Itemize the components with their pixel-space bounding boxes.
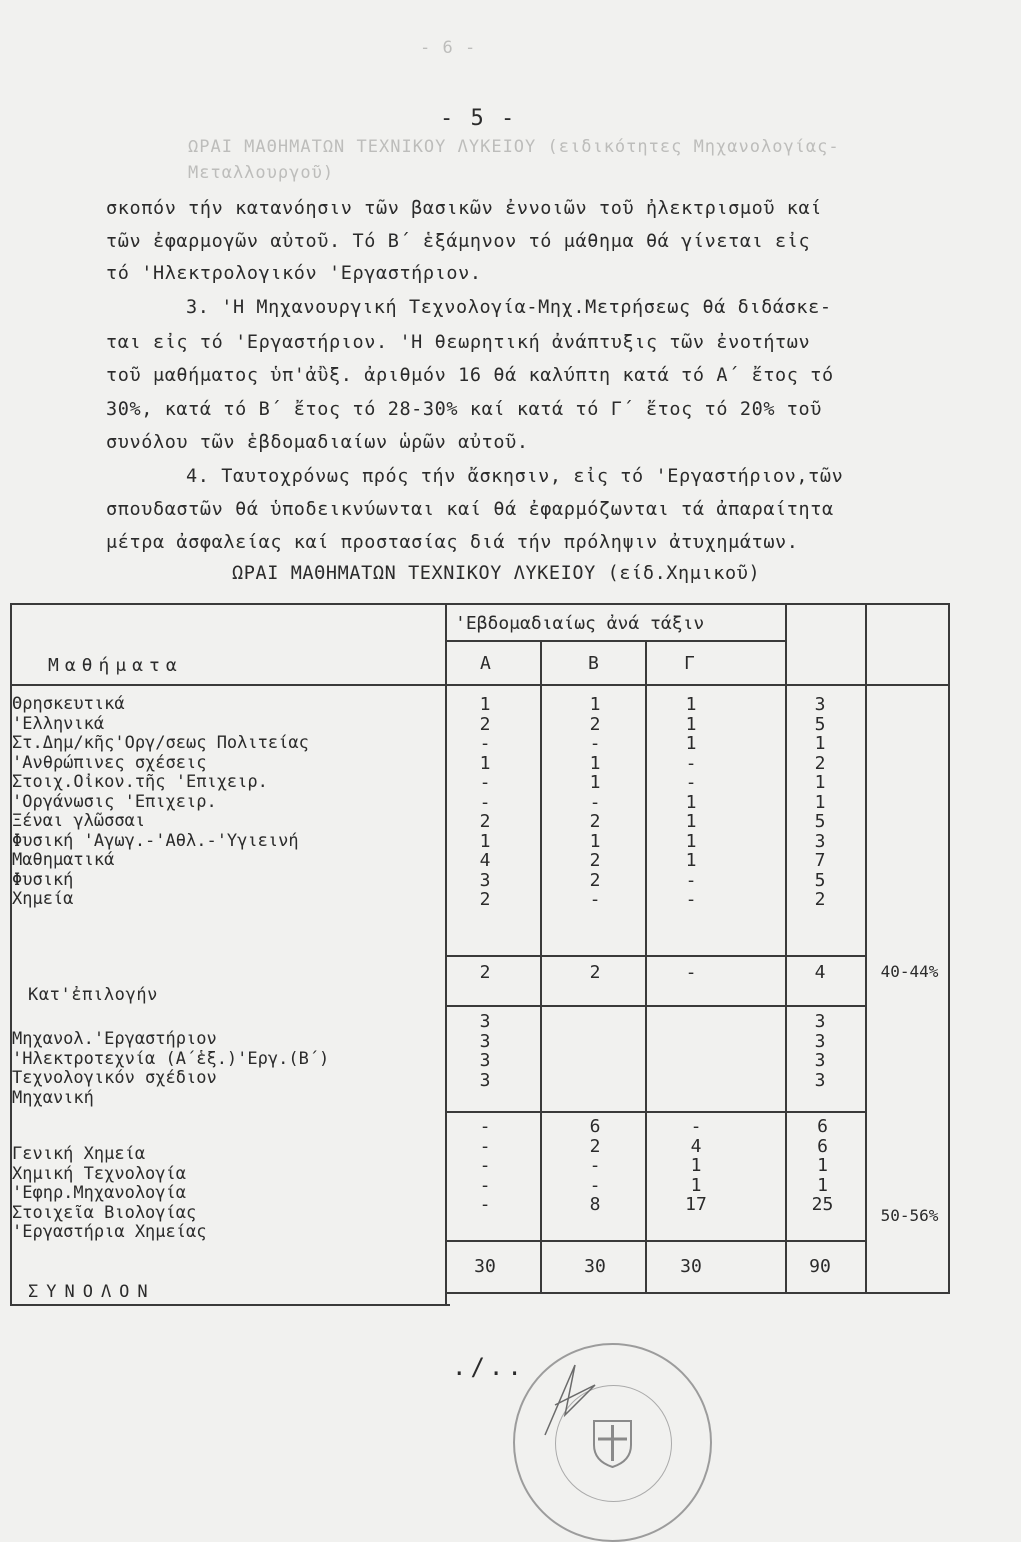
hours-cell: 6 xyxy=(817,1116,828,1137)
hours-cell: 8 xyxy=(589,1194,601,1215)
hours-cell: 6 xyxy=(817,1135,828,1157)
hours-cell: 1 xyxy=(685,733,697,754)
hours-cell: 1 xyxy=(479,830,491,852)
section2-subjects xyxy=(12,1030,442,1108)
continuation-mark: ./.. xyxy=(452,1353,526,1381)
hours-cell: - xyxy=(479,791,491,813)
subject-name: 'Εφηρ.Μηχανολογία xyxy=(12,1183,186,1203)
hours-cell: 1 xyxy=(685,850,697,871)
section1-divider xyxy=(445,955,865,957)
hours-cell: 1 xyxy=(589,830,601,852)
hours-cell: - xyxy=(685,752,697,774)
hours-cell: 5 xyxy=(814,869,826,891)
page-number: - 5 - xyxy=(440,106,517,131)
elective-label: Κατ'ἐπιλογήν xyxy=(28,985,159,1005)
hours-cell: 1 xyxy=(685,791,697,813)
table-right-border xyxy=(948,603,950,1292)
subject-name: Στοιχεῖα Βιολογίας xyxy=(12,1202,197,1223)
hours-cell: 4 xyxy=(479,850,491,871)
specialization-percent: 50-56% xyxy=(880,1206,939,1225)
subject-name: Θρησκευτικά xyxy=(12,694,125,714)
hours-cell: 3 xyxy=(814,1011,826,1032)
hours-cell: 1 xyxy=(814,772,826,793)
section2-class-a-values xyxy=(470,1012,500,1090)
hours-cell: 2 xyxy=(479,713,491,735)
table-top-border xyxy=(10,603,950,605)
hours-cell: 3 xyxy=(479,1030,491,1052)
subject-name: Στ.Δημ/κῆς'Οργ/σεως Πολιτείας xyxy=(12,733,309,753)
hours-cell: 1 xyxy=(685,811,697,832)
section2-divider xyxy=(445,1111,865,1113)
hours-cell: - xyxy=(479,1155,491,1176)
elective-total: 4 xyxy=(814,962,826,983)
totals-class-b: 30 xyxy=(584,1256,606,1277)
elective-class-b: 2 xyxy=(589,962,601,983)
hours-cell: 3 xyxy=(814,1069,826,1091)
hours-cell: 3 xyxy=(479,1050,491,1071)
subject-name: Φυσική 'Αγωγ.-'Αθλ.-'Υγιεινή xyxy=(12,830,299,851)
paragraph-line: τοῦ μαθήματος ὑπ'ἀὒξ. ἀριθμόν 16 θά καλύπτη κατά τό Α΄ ἔτος τό xyxy=(106,365,834,386)
subject-name: 'Εργαστήρια Χημείας xyxy=(12,1222,207,1242)
hours-cell: - xyxy=(685,772,697,793)
hours-cell: 1 xyxy=(814,791,826,813)
hours-cell: 2 xyxy=(589,869,601,891)
table-title: ΩΡΑΙ ΜΑΘΗΜΑΤΩΝ ΤΕΧΝΙΚΟΥ ΛΥΚΕΙΟΥ (είδ.Χημικοῦ) xyxy=(232,563,761,584)
subject-name: Στοιχ.Οἰκον.τῆς 'Επιχειρ. xyxy=(12,772,268,792)
hours-cell: - xyxy=(479,1174,491,1196)
subject-name: 'Ελληνικά xyxy=(12,713,105,734)
hours-cell: 1 xyxy=(479,694,491,715)
hours-cell: 1 xyxy=(479,752,491,774)
subject-name: Μαθηματικά xyxy=(12,850,115,870)
bleed-through-page-number: - 6 - xyxy=(420,38,477,58)
subject-name: Χημική Τεχνολογία xyxy=(12,1163,186,1184)
total-column-border xyxy=(865,603,867,1292)
weekly-hours-header: 'Εβδομαδιαίως ἀνά τάξιν xyxy=(455,613,705,634)
hours-cell: - xyxy=(685,869,697,891)
hours-cell: 1 xyxy=(814,733,826,754)
section3-subjects xyxy=(12,1145,442,1243)
elective-divider xyxy=(445,1005,865,1007)
hours-cell: - xyxy=(479,1135,491,1157)
hours-cell: 1 xyxy=(589,694,601,715)
hours-cell: 2 xyxy=(814,889,826,910)
official-seal xyxy=(513,1343,712,1542)
hours-cell: 3 xyxy=(479,869,491,891)
hours-cell: 1 xyxy=(685,830,697,852)
section1-class-c-values xyxy=(676,695,706,910)
paragraph-line: 3. 'Η Μηχανουργική Τεχνολογία-Μηχ.Μετρήσεως θά διδάσκε- xyxy=(186,297,832,318)
hours-cell: 2 xyxy=(814,752,826,774)
hours-cell: 2 xyxy=(479,889,491,910)
subject-name: Μηχανική xyxy=(12,1087,94,1108)
paragraph-line: σπουδαστῶν θά ὑποδεικνύωνται καί θά ἐφαρμόζωνται τά ἀπαραίτητα xyxy=(106,499,834,520)
hours-cell: - xyxy=(589,889,601,910)
general-education-percent: 40-44% xyxy=(880,962,939,981)
paragraph-line: τό 'Ηλεκτρολογικόν 'Εργαστήριον. xyxy=(106,263,482,284)
hours-cell: 1 xyxy=(817,1155,828,1176)
section1-total-values xyxy=(805,695,835,910)
hours-cell: 25 xyxy=(811,1194,834,1215)
subject-name: Γενική Χημεία xyxy=(12,1144,146,1164)
paragraph-line: τῶν ἐφαρμογῶν αὐτοῦ. Τό Β΄ ἑξάμηνον τό μάθημα θά γίνεται εἰς xyxy=(106,231,811,252)
paragraph-line: μέτρα ἀσφαλείας καί προστασίας διά τήν πρόληψιν ἀτυχημάτων. xyxy=(106,532,799,553)
subject-column-border xyxy=(445,603,447,1304)
subjects-header: Μαθήματα xyxy=(48,655,183,676)
paragraph-line: 30%, κατά τό Β΄ ἔτος τό 28-30% καί κατά τό Γ΄ ἔτος τό 20% τοῦ xyxy=(106,399,823,420)
column-a-border xyxy=(540,640,542,1292)
hours-cell: 2 xyxy=(589,713,601,735)
section1-class-a-values xyxy=(470,695,500,910)
subject-name: 'Οργάνωσις 'Επιχειρ. xyxy=(12,791,217,812)
hours-cell: 1 xyxy=(690,1155,702,1176)
hours-cell: 3 xyxy=(814,1030,826,1052)
totals-label: ΣΥΝΟΛΟΝ xyxy=(28,1282,156,1302)
hours-cell: - xyxy=(690,1116,702,1137)
hours-cell: 1 xyxy=(685,713,697,735)
hours-cell: 3 xyxy=(479,1069,491,1091)
hours-cell: 1 xyxy=(589,772,601,793)
section1-class-b-values xyxy=(580,695,610,910)
section3-divider xyxy=(445,1240,865,1242)
totals-class-c: 30 xyxy=(680,1256,702,1277)
column-b-border xyxy=(645,640,647,1292)
hours-cell: - xyxy=(589,1155,601,1176)
paragraph-line: συνόλου τῶν ἑβδομαδιαίων ὡρῶν αὐτοῦ. xyxy=(106,432,529,453)
subject-name: 'Ανθρώπινες σχέσεις xyxy=(12,752,207,773)
hours-cell: 6 xyxy=(589,1116,601,1137)
hours-cell: 2 xyxy=(589,811,601,832)
hours-cell: - xyxy=(589,733,601,754)
elective-class-c: - xyxy=(685,962,697,983)
subject-name: Ξέναι γλῶσσαι xyxy=(12,811,146,831)
hours-cell: 3 xyxy=(479,1011,491,1032)
paragraph-line: σκοπόν τήν κατανόησιν τῶν βασικῶν ἐννοιῶν τοῦ ἠλεκτρισμοῦ καί xyxy=(106,198,823,219)
hours-cell: 17 xyxy=(685,1194,707,1215)
subject-name: Τεχνολογικόν σχέδιον xyxy=(12,1068,217,1088)
hours-cell: - xyxy=(479,1194,491,1215)
hours-cell: 2 xyxy=(589,850,601,871)
section2-total-values xyxy=(805,1012,835,1090)
hours-cell: 5 xyxy=(814,811,826,832)
hours-cell: 3 xyxy=(814,694,826,715)
section1-subjects xyxy=(12,695,442,910)
weekly-header-divider xyxy=(445,640,785,642)
hours-cell: - xyxy=(479,772,491,793)
column-c-border xyxy=(785,603,787,1292)
hours-cell: 2 xyxy=(589,1135,601,1157)
paragraph-line: ται εἰς τό 'Εργαστήριον. 'Η θεωρητική ἀνάπτυξις τῶν ἐνοτήτων xyxy=(106,332,811,353)
section3-total-values xyxy=(805,1117,840,1215)
bleed-through-heading: ΩΡΑΙ ΜΑΘΗΜΑΤΩΝ ΤΕΧΝΙΚΟΥ ΛΥΚΕΙΟΥ (ειδικότητες Μηχανολογίας-Μεταλλουργοῦ) xyxy=(188,137,840,183)
signature-scribble-icon xyxy=(535,1355,605,1445)
hours-cell: 7 xyxy=(814,850,826,871)
totals-grand-total: 90 xyxy=(809,1256,831,1277)
header-bottom-border xyxy=(10,684,950,686)
class-a-header: Α xyxy=(480,653,491,674)
table-bottom-border xyxy=(10,1304,450,1306)
subject-name: Φυσική xyxy=(12,869,74,890)
section3-class-c-values xyxy=(676,1117,716,1215)
hours-cell: 4 xyxy=(690,1135,702,1157)
hours-cell: 1 xyxy=(589,752,601,774)
hours-cell: - xyxy=(685,889,697,910)
hours-cell: 1 xyxy=(817,1174,828,1196)
hours-cell: 2 xyxy=(479,811,491,832)
section3-class-b-values xyxy=(580,1117,610,1215)
totals-divider xyxy=(445,1292,950,1294)
subject-name: Μηχανολ.'Εργαστήριον xyxy=(12,1029,217,1049)
hours-cell: 5 xyxy=(814,713,826,735)
class-b-header: Β xyxy=(588,653,599,674)
section3-class-a-values xyxy=(470,1117,500,1215)
hours-cell: - xyxy=(479,733,491,754)
hours-cell: 3 xyxy=(814,1050,826,1071)
hours-cell: 3 xyxy=(814,830,826,852)
subject-name: 'Ηλεκτροτεχνία (Α΄ἑξ.)'Εργ.(Β΄) xyxy=(12,1048,330,1069)
elective-class-a: 2 xyxy=(479,962,491,983)
subject-name: Χημεία xyxy=(12,889,74,909)
totals-class-a: 30 xyxy=(474,1256,496,1277)
paragraph-line: 4. Ταυτοχρόνως πρός τήν ἄσκησιν, εἰς τό 'Εργαστήριον,τῶν xyxy=(186,466,844,487)
hours-cell: - xyxy=(479,1116,491,1137)
hours-cell: 1 xyxy=(685,694,697,715)
hours-cell: 1 xyxy=(690,1174,702,1196)
hours-cell: - xyxy=(589,791,601,813)
class-c-header: Γ xyxy=(684,653,695,674)
hours-cell: - xyxy=(589,1174,601,1196)
